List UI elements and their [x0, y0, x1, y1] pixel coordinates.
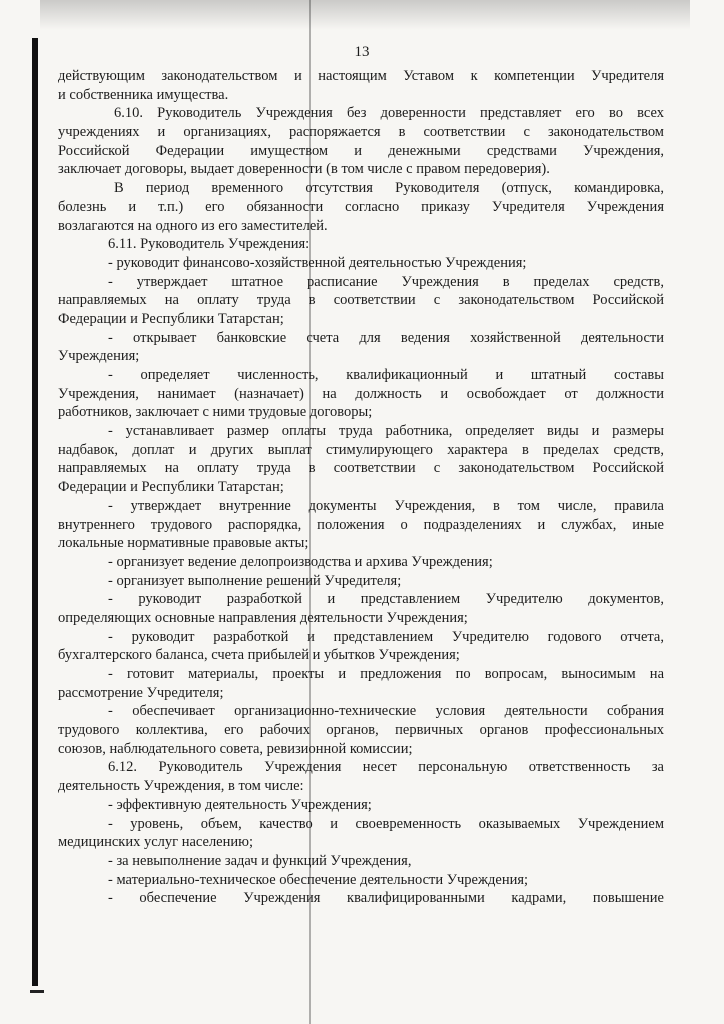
text-line: 6.12. Руководитель Учреждения несет персональную ответственность за: [108, 759, 664, 776]
text-line: надбавок, доплат и других выплат стимулирующего характера в пределах средств,: [58, 441, 664, 458]
text-line: - готовит материалы, проекты и предложения по вопросам, выносимым на: [108, 666, 664, 682]
text-line: - за невыполнение задач и функций Учреждения,: [108, 852, 412, 869]
text-line: В период временного отсутствия Руководителя (отпуск, командировка,: [114, 180, 664, 197]
text-line: - эффективную деятельность Учреждения;: [108, 796, 372, 813]
text-line: и собственника имущества.: [58, 86, 229, 103]
text-line: Федерации и Республики Татарстан;: [58, 310, 284, 327]
scan-corner-mark: [30, 990, 44, 993]
text-line: 6.11. Руководитель Учреждения:: [108, 236, 310, 253]
text-line: работников, заключает с ними трудовые договоры;: [58, 404, 373, 421]
text-line: - организует ведение делопроизводства и архива Учреждения;: [108, 553, 493, 570]
page-number: 13: [354, 44, 370, 60]
text-line: - руководит финансово-хозяйственной деятельностью Учреждения;: [108, 254, 527, 271]
text-line: - определяет численность, квалификационный и штатный составы: [108, 367, 664, 383]
text-line: рассмотрение Учредителя;: [58, 684, 224, 701]
text-line: - уровень, объем, качество и своевременность оказываемых Учреждением: [108, 815, 664, 832]
text-line: - обеспечение Учреждения квалифицированными кадрами, повышение: [108, 890, 664, 907]
text-line: Федерации и Республики Татарстан;: [58, 479, 284, 496]
text-line: - утверждает внутренние документы Учреждения, в том числе, правила: [108, 497, 664, 514]
text-line: бухгалтерского баланса, счета прибылей и убытков Учреждения;: [58, 647, 460, 664]
text-line: Учреждения;: [58, 348, 140, 365]
text-line: - руководит разработкой и представлением Учредителю документов,: [108, 591, 664, 608]
document-body: [58, 67, 664, 908]
text-line: направляемых на оплату труда в соответствии с законодательством Российской: [58, 460, 664, 477]
text-line: - материально-техническое обеспечение деятельности Учреждения;: [108, 871, 529, 888]
text-line: действующим законодательством и настоящим Уставом к компетенции Учредителя: [58, 68, 664, 84]
text-line: болезнь и т.п.) его обязанности согласно приказу Учредителя Учреждения: [58, 198, 664, 215]
text-line: - открывает банковские счета для ведения хозяйственной деятельности: [108, 329, 664, 346]
text-line: медицинских услуг населению;: [58, 834, 253, 851]
scan-shadow: [40, 0, 690, 30]
text-line: Российской Федерации имуществом и денежными средствами Учреждения,: [58, 142, 664, 159]
text-line: 6.10. Руководитель Учреждения без доверенности представляет его во всех: [114, 105, 664, 122]
text-line: направляемых на оплату труда в соответствии с законодательством Российской: [58, 292, 664, 309]
text-line: деятельность Учреждения, в том числе:: [58, 778, 304, 795]
text-line: заключает договоры, выдает доверенности (в том числе с правом передоверия).: [58, 161, 550, 178]
text-line: - организует выполнение решений Учредителя;: [108, 572, 402, 589]
text-line: определяющих основные направления деятельности Учреждения;: [58, 609, 468, 626]
text-line: трудового коллектива, его рабочих органов, первичных органов профессиональных: [58, 722, 664, 739]
scan-edge-mark: [32, 38, 38, 986]
text-line: - руководит разработкой и представлением Учредителю годового отчета,: [108, 628, 664, 645]
text-line: - обеспечивает организационно-технические условия деятельности собрания: [108, 703, 664, 720]
text-line: - устанавливает размер оплаты труда работника, определяет виды и размеры: [108, 423, 664, 440]
text-line: - утверждает штатное расписание Учреждения в пределах средств,: [108, 273, 664, 290]
text-line: возлагаются на одного из его заместителей.: [58, 217, 328, 234]
text-line: учреждениях и организациях, распоряжается в соответствии с законодательством: [58, 124, 664, 141]
text-line: Учреждения, нанимает (назначает) на должность и освобождает от должности: [58, 385, 664, 402]
text-line: союзов, наблюдательного совета, ревизионной комиссии;: [58, 740, 413, 757]
text-line: внутреннего трудового распорядка, положения о подразделениях и службах, иные: [58, 516, 664, 533]
text-line: локальные нормативные правовые акты;: [58, 535, 309, 552]
